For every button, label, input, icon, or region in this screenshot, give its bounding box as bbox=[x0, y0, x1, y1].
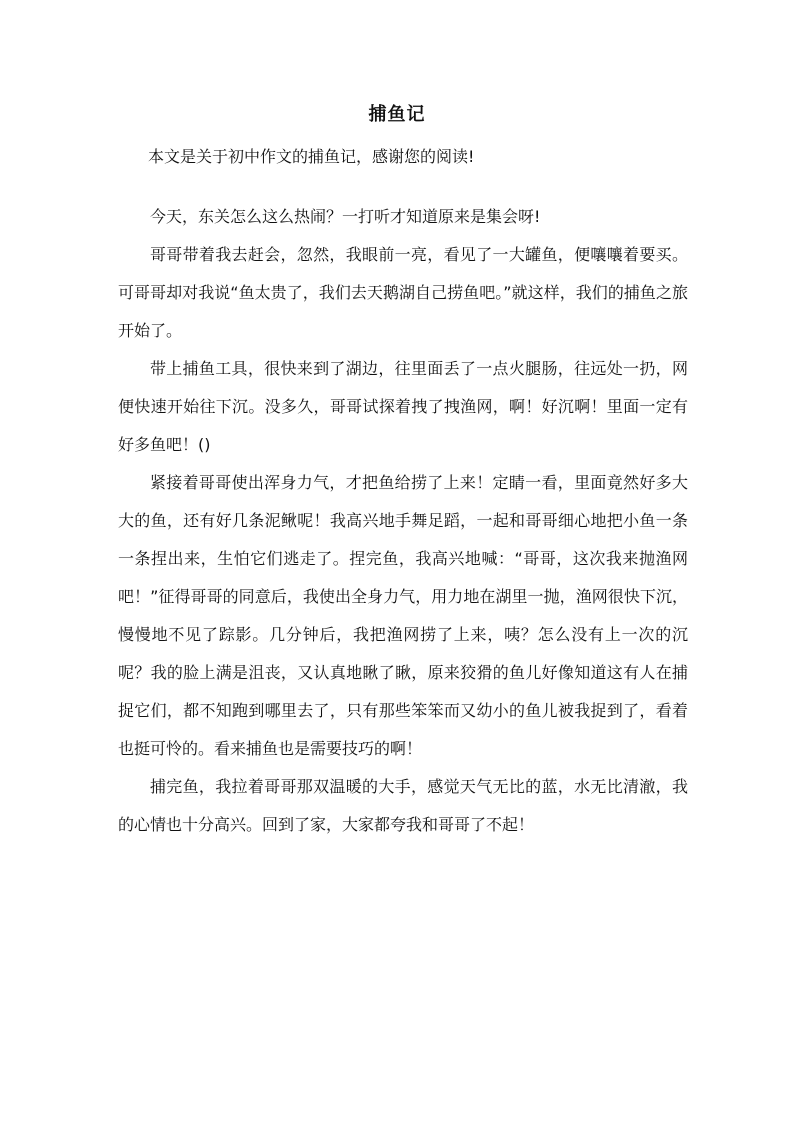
paragraph-5: 捕完鱼，我拉着哥哥那双温暖的大手，感觉天气无比的蓝，水无比清澈，我的心情也十分高兴。回到了家，大家都夸我和哥哥了不起！ bbox=[118, 777, 688, 834]
article-body bbox=[118, 198, 688, 844]
paragraph-2: 哥哥带着我去赶会，忽然，我眼前一亮，看见了一大罐鱼，便嚷嚷着要买。可哥哥却对我说“鱼太贵了，我们去天鹅湖自己捞鱼吧。”就这样，我们的捕鱼之旅开始了。 bbox=[118, 245, 688, 340]
paragraph-3: 带上捕鱼工具，很快来到了湖边，往里面丢了一点火腿肠，往远处一扔，网便快速开始往下沉。没多久，哥哥试探着拽了拽渔网，啊！好沉啊！里面一定有好多鱼吧！() bbox=[118, 359, 688, 454]
document-title: 捕鱼记 bbox=[368, 104, 426, 125]
intro-line: 本文是关于初中作文的捕鱼记，感谢您的阅读! bbox=[148, 147, 475, 166]
paragraph-1: 今天，东关怎么这么热闹？一打听才知道原来是集会呀! bbox=[150, 207, 541, 226]
paragraph-4: 紧接着哥哥使出浑身力气，才把鱼给捞了上来！定睛一看，里面竟然好多大大的鱼，还有好几条泥鳅呢！我高兴地手舞足蹈，一起和哥哥细心地把小鱼一条一条捏出来，生怕它们逃走了。捏完鱼，我高兴地喊：“哥哥，这次我来抛渔网吧！”征得哥哥的同意后，我使出全身力气，用力地在湖里一抛，渔网很快下沉，慢慢地不见了踪影。几分钟后，我把渔网捞了上来，咦？怎么没有上一次的沉呢？我的脸上满是沮丧，又认真地瞅了瞅，原来狡猾的鱼儿好像知道这有人在捕捉它们，都不知跑到哪里去了，只有那些笨笨而又幼小的鱼儿被我捉到了，看着也挺可怜的。看来捕鱼也是需要技巧的啊！ bbox=[118, 473, 688, 758]
